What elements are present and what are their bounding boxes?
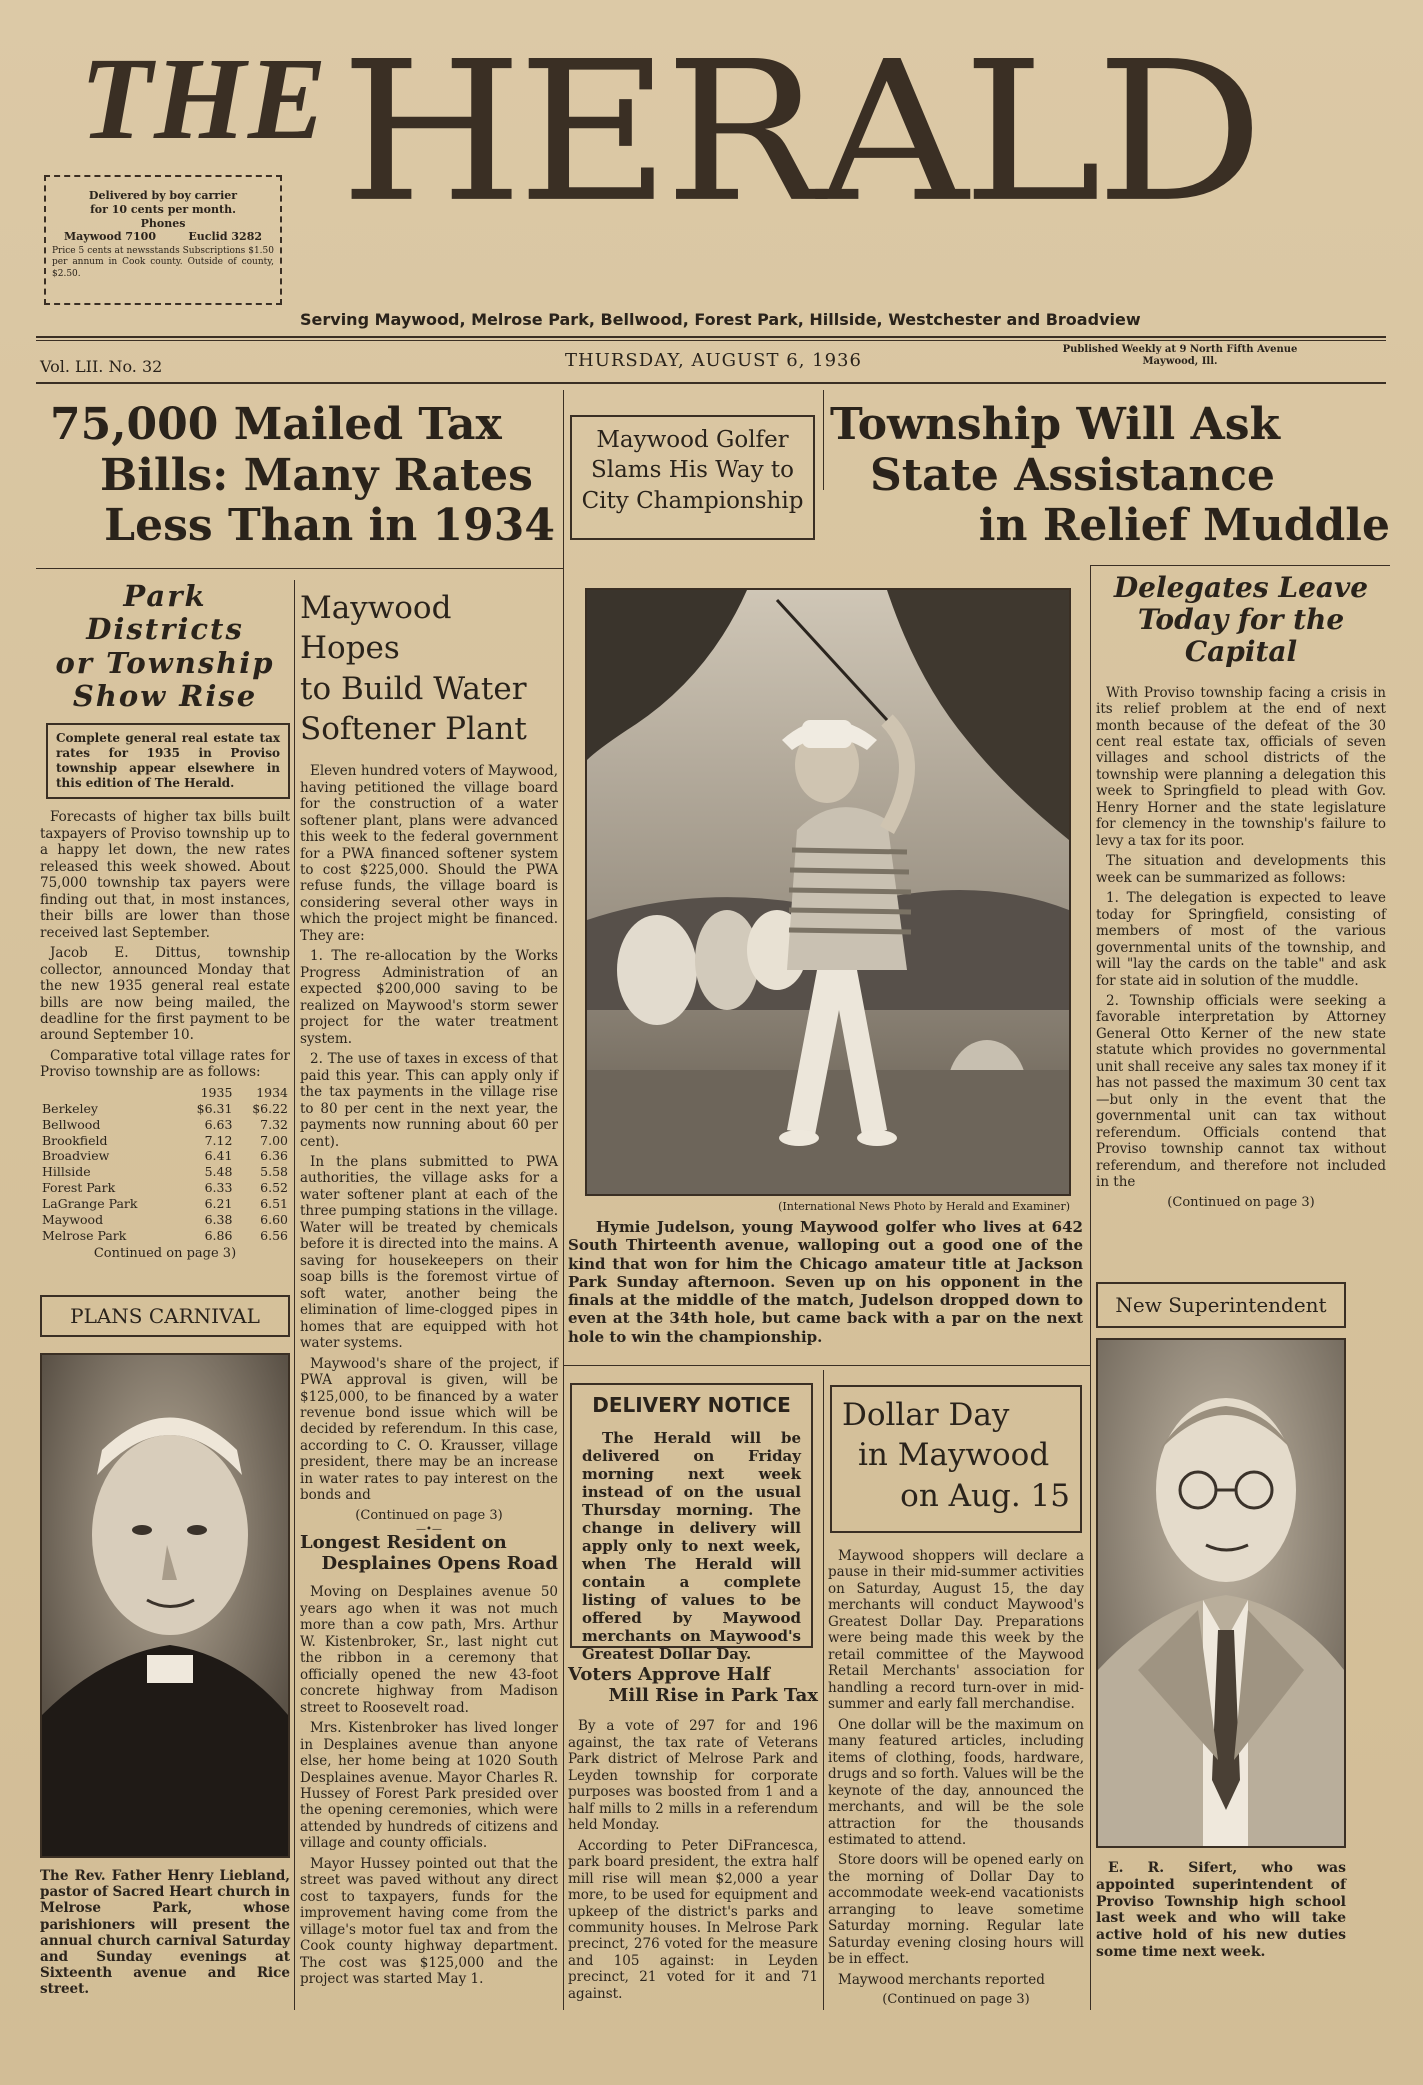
golfer-headline-line: Slams His Way to bbox=[590, 457, 795, 484]
resident-paragraph: Mayor Hussey pointed out that the street was paved without any direct cost to taxpayers, funds for the improvement having come from the village's motor fuel tax and from the Cook county highway department. The cost was $125,000 and the project was started May 1. bbox=[300, 1855, 558, 1988]
headline-rule bbox=[36, 568, 563, 569]
rates-place: Bellwood bbox=[42, 1116, 101, 1132]
publication-city: Maywood, Ill. bbox=[1142, 356, 1218, 367]
rates-1935: $6.31 bbox=[196, 1100, 233, 1116]
water-paragraph: 2. The use of taxes in excess of that paid this year. This can apply only if the tax payments in the village rise to 80 per cent in the next year, the payments now running about 60 per cent). bbox=[300, 1051, 558, 1150]
rates-1934: $6.22 bbox=[252, 1100, 288, 1116]
tax-subhead-line: Show Rise bbox=[72, 679, 258, 714]
delivery-notice-box bbox=[570, 1383, 813, 1663]
rates-row bbox=[40, 1117, 290, 1133]
dollar-headline-line: in Maywood bbox=[858, 1437, 1050, 1474]
headline-rule bbox=[1090, 565, 1390, 566]
resident-column bbox=[300, 1533, 558, 1992]
delivery-info-box bbox=[44, 175, 282, 305]
relief-paragraph: 2. Township officials were seeking a favorable interpretation by Attorney General Otto Kerner of the new state statute which provides no governmental unit shall receive any sales tax money if it has not passed the maximum 30 cent tax—but only in the event that the governmental unit can tax without referendum. Officials contend that Proviso township cannot tax without referendum, and therefore not included in the bbox=[1096, 993, 1386, 1191]
rates-row bbox=[40, 1164, 290, 1180]
rates-1934: 7.00 bbox=[260, 1132, 288, 1148]
rates-row bbox=[40, 1133, 290, 1149]
rates-place: Melrose Park bbox=[42, 1227, 127, 1243]
rates-header-row bbox=[40, 1085, 290, 1101]
column-rule bbox=[823, 1370, 824, 2010]
park-headline bbox=[568, 1665, 818, 1706]
tax-paragraph: Comparative total village rates for Proviso township are as follows: bbox=[40, 1047, 290, 1081]
superintendent-caption: E. R. Sifert, who was appointed superintendent of Proviso Township high school last week and who will take active hold of his new duties some time next week. bbox=[1096, 1860, 1346, 1960]
water-headline bbox=[300, 588, 558, 749]
rates-1935: 6.38 bbox=[204, 1211, 233, 1227]
rates-place: Maywood bbox=[42, 1211, 104, 1227]
relief-paragraph: The situation and developments this week can be summarized as follows: bbox=[1096, 853, 1386, 886]
phones-label: Phones bbox=[140, 216, 186, 230]
rates-year-header: 1935 bbox=[200, 1084, 233, 1100]
relief-paragraph: 1. The delegation is expected to leave today for Springfield, consisting of members of most of the various governmental units of the township, and will "lay the cards on the table" and ask for state aid in solution of the muddle. bbox=[1096, 890, 1386, 989]
serving-line: Serving Maywood, Melrose Park, Bellwood, Forest Park, Hillside, Westchester and Broadview bbox=[300, 310, 1141, 329]
relief-subhead-line: Delegates Leave bbox=[1113, 571, 1369, 604]
tax-subhead bbox=[40, 580, 290, 713]
tax-headline-line: Less Than in 1934 bbox=[104, 500, 555, 552]
relief-subhead-line: Today for the bbox=[1137, 603, 1345, 637]
rates-1935: 6.86 bbox=[204, 1227, 233, 1243]
priest-photo bbox=[40, 1353, 290, 1858]
phones-row bbox=[52, 230, 274, 244]
rates-place: LaGrange Park bbox=[42, 1196, 138, 1211]
water-paragraph: 1. The re-allocation by the Works Progress Administration of an expected $200,000 saving to be realized on Maywood's storm sewer project for the water treatment system. bbox=[300, 948, 558, 1047]
relief-column bbox=[1096, 572, 1386, 1212]
delivery-notice-title: DELIVERY NOTICE bbox=[592, 1393, 791, 1417]
tax-headline-line: Bills: Many Rates bbox=[100, 449, 533, 501]
publication-address: Published Weekly at 9 North Fifth Avenue bbox=[1062, 344, 1298, 355]
rates-row bbox=[40, 1180, 290, 1196]
water-paragraph: In the plans submitted to PWA authorities, the village asks for a water softener plant at each of the three pumping stations in the village. Water will be treated by chemicals before it is directed into the mains. A saving for housekeepers on their soap bills is the foremost virtue of soft water, another being the elimination of lime-clogged pipes in homes that are equipped with hot water systems. bbox=[300, 1153, 558, 1352]
park-headline-line: Mill Rise in Park Tax bbox=[608, 1684, 818, 1706]
relief-headline-line: Township Will Ask bbox=[830, 399, 1280, 450]
divider-dash: —•— bbox=[416, 1523, 442, 1535]
rates-1935: 5.48 bbox=[204, 1164, 233, 1180]
relief-subhead-line: Capital bbox=[1184, 635, 1298, 669]
water-paragraph: Eleven hundred voters of Maywood, having petitioned the village board for the construction of a water softener plant, plans were advanced this week to the federal government for a PWA financed softener system to cost $225,000. Should the PWA refuse funds, the village board is considering several other ways in which the project might be financed. They are: bbox=[300, 763, 558, 944]
relief-paragraph: With Proviso township facing a crisis in its relief problem at the end of next month because of the defeat of the 30 cent real estate tax, officials of seven villages and school districts of the township were planning a delegation this week to Springfield to plead with Gov. Henry Horner and the state legislature for clemency in the township's failure to levy a tax for its poor. bbox=[1096, 684, 1386, 849]
tax-rates-table bbox=[40, 1085, 290, 1244]
golfer-headline-box bbox=[570, 415, 815, 540]
rates-place: Brookfield bbox=[42, 1132, 108, 1148]
dollar-column bbox=[828, 1548, 1084, 2009]
rates-1934: 6.56 bbox=[260, 1227, 288, 1243]
delivery-notice-body: The Herald will be delivered on Friday morning next week instead of on the usual Thursday morning. The change in delivery will apply only to next week, when The Herald will contain a complete listing of values to be offered by Maywood merchants on Maywood's Greatest Dollar Day. bbox=[582, 1429, 801, 1663]
masthead-rule bbox=[36, 336, 1386, 338]
golfer-image bbox=[587, 590, 1069, 1194]
rates-place: Berkeley bbox=[42, 1100, 98, 1116]
carnival-caption: The Rev. Father Henry Liebland, pastor of Sacred Heart church in Melrose Park, whose parishioners will present the annual church carnival Saturday and Sunday evenings at Sixteenth avenue and Rice street. bbox=[40, 1868, 290, 1998]
golfer-photo bbox=[585, 588, 1071, 1196]
rates-place: Forest Park bbox=[42, 1180, 116, 1196]
dollar-paragraph: Maywood shoppers will declare a pause in their mid-summer activities on Saturday, August 15, the day merchants will conduct Maywood's Greatest Dollar Day. Preparations were being made this week by the retail committee of the Maywood Retail Merchants' association for handling a record turn-over in mid-summer and early fall merchandise. bbox=[828, 1548, 1084, 1713]
relief-subhead bbox=[1096, 572, 1386, 669]
park-paragraph: According to Peter DiFrancesca, park board president, the extra half mill rise will mean $2,000 a year more, to be used for equipment and upkeep of the district's parks and community houses. In Melrose Park precinct, 276 voted for the measure and 105 against: in Leyden precinct, 21 voted for it and 71 against. bbox=[568, 1837, 818, 2002]
relief-continued: (Continued on page 3) bbox=[1167, 1194, 1315, 1210]
phone-euclid: Euclid 3282 bbox=[188, 230, 262, 244]
rates-1935: 7.12 bbox=[204, 1132, 233, 1148]
masthead-title: HERALD bbox=[340, 19, 1259, 245]
golfer-caption: Hymie Judelson, young Maywood golfer who lives at 642 South Thirteenth avenue, walloping out a good one of the kind that won for him the Chicago amateur title at Jackson Park Sunday afternoon. Seven up on his opponent in the finals at the middle of the match, Judelson dropped down to even at the 34th hole, but came back with a par on the next hole to win the championship. bbox=[568, 1218, 1083, 1346]
volume-number: Vol. LII. No. 32 bbox=[40, 357, 163, 376]
tax-paragraph: Forecasts of higher tax bills built taxpayers of Proviso township up to a happy let down, the new rates released this week showed. About 75,000 township tax payers were finding out that, in most instances, their bills are lower than those received last September. bbox=[40, 809, 290, 941]
water-headline-line: to Build Water bbox=[300, 670, 527, 707]
dollar-day-headline-box bbox=[830, 1385, 1082, 1533]
delivery-line: Delivered by boy carrier bbox=[88, 189, 238, 202]
rates-1935: 6.63 bbox=[204, 1116, 233, 1132]
column-rule bbox=[563, 390, 564, 2010]
water-headline-line: Softener Plant bbox=[300, 710, 527, 747]
masthead-the: THE bbox=[80, 33, 329, 164]
rates-row bbox=[40, 1196, 290, 1212]
rates-row bbox=[40, 1101, 290, 1117]
water-column bbox=[300, 588, 558, 1535]
price-note: Price 5 cents at newsstands Subscriptions $1.50 per annum in Cook county. Outside of county, $2.50. bbox=[52, 246, 274, 279]
column-rule bbox=[823, 390, 824, 490]
water-headline-line: Maywood Hopes bbox=[300, 590, 452, 667]
issue-date: THURSDAY, AUGUST 6, 1936 bbox=[565, 350, 862, 371]
rates-1934: 5.58 bbox=[260, 1164, 288, 1180]
tax-subhead-line: or Township bbox=[55, 645, 275, 680]
rates-row bbox=[40, 1148, 290, 1164]
dollar-headline-line: on Aug. 15 bbox=[900, 1477, 1070, 1514]
delivery-line: for 10 cents per month. bbox=[90, 202, 236, 216]
rates-1934: 6.60 bbox=[260, 1211, 288, 1227]
phone-maywood: Maywood 7100 bbox=[64, 230, 156, 244]
dollar-paragraph: Maywood merchants reported bbox=[838, 1971, 1045, 1988]
resident-paragraph: Moving on Desplaines avenue 50 years ago when it was not much more than a cow path, Mrs. Arthur W. Kistenbroker, Sr., last night cut the ribbon in a ceremony that officially opened the new 43-foot concrete highway from Madison street to Roosevelt road. bbox=[300, 1584, 558, 1716]
rates-1934: 7.32 bbox=[260, 1116, 288, 1132]
golfer-headline-line: City Championship bbox=[581, 487, 804, 514]
rates-1935: 6.41 bbox=[204, 1148, 233, 1164]
rates-year-header: 1934 bbox=[256, 1084, 288, 1100]
resident-paragraph: Mrs. Kistenbroker has lived longer in Desplaines avenue than anyone else, her home being at 1020 South Desplaines avenue. Mayor Charles R. Hussey of Forest Park presided over the opening ceremonies, which were attended by hundreds of citizens and village and county officials. bbox=[300, 1720, 558, 1852]
water-continued: (Continued on page 3) bbox=[355, 1507, 503, 1523]
dateline-rule bbox=[36, 382, 1386, 384]
priest-portrait-image bbox=[42, 1355, 288, 1856]
tax-continued: Continued on page 3) bbox=[93, 1245, 237, 1261]
column-rule bbox=[294, 580, 295, 2010]
tax-headline bbox=[40, 400, 555, 552]
dollar-headline-line: Dollar Day bbox=[842, 1397, 1010, 1433]
park-column bbox=[568, 1665, 818, 2006]
tax-headline-line: 75,000 Mailed Tax bbox=[50, 399, 502, 450]
park-paragraph: By a vote of 297 for and 196 against, the tax rate of Veterans Park district of Melrose Park and Leyden township for corporate purposes was boosted from 1 and a half mills to 2 mills in a referendum held Monday. bbox=[568, 1718, 818, 1834]
carnival-label: PLANS CARNIVAL bbox=[40, 1295, 290, 1337]
water-paragraph: Maywood's share of the project, if PWA approval is given, will be $125,000, to be financed by a water revenue bond issue which will be decided by referendum. In this case, according to C. O. Krausser, village president, there may be an increase in water rates to pay interest on the bonds and bbox=[300, 1355, 558, 1504]
rates-1934: 6.36 bbox=[260, 1148, 288, 1164]
dollar-paragraph: Store doors will be opened early on the morning of Dollar Day to accommodate week-end vacationists arranging to leave sometime Saturday morning. Regular late Saturday evening closing hours will be in effect. bbox=[828, 1852, 1084, 1968]
publication-info bbox=[1040, 344, 1320, 368]
dollar-continued: (Continued on page 3) bbox=[882, 1992, 1030, 2008]
relief-headline bbox=[830, 400, 1390, 552]
rates-place: Hillside bbox=[42, 1164, 91, 1180]
golfer-headline-line: Maywood Golfer bbox=[596, 427, 789, 453]
relief-headline-line: in Relief Muddle bbox=[978, 500, 1390, 552]
relief-headline-line: State Assistance bbox=[870, 449, 1276, 501]
tax-column bbox=[40, 580, 290, 1263]
resident-headline-line: Desplaines Opens Road bbox=[321, 1552, 558, 1574]
tax-paragraph: Jacob E. Dittus, township collector, announced Monday that the new 1935 general real estate bills are now being mailed, the deadline for the first payment to be around September 10. bbox=[40, 945, 290, 1044]
rates-row bbox=[40, 1228, 290, 1244]
rates-place: Broadview bbox=[42, 1148, 110, 1164]
park-headline-line: Voters Approve Half bbox=[568, 1664, 771, 1685]
resident-headline bbox=[300, 1533, 558, 1574]
tax-subhead-line: Park Districts bbox=[86, 579, 244, 647]
dollar-paragraph: One dollar will be the maximum on many featured articles, including items of clothing, foods, hardware, drugs and so forth. Values will be the keynote of the day, announced the merchants, and will be the sole attraction for the thousands estimated to attend. bbox=[828, 1716, 1084, 1848]
section-rule bbox=[563, 1365, 1090, 1366]
rates-row bbox=[40, 1212, 290, 1228]
column-rule bbox=[1090, 565, 1091, 2010]
superintendent-label: New Superintendent bbox=[1096, 1282, 1346, 1328]
rates-1934: 6.51 bbox=[260, 1196, 288, 1211]
tax-note-box: Complete general real estate tax rates for 1935 in Proviso township appear elsewhere in this edition of The Herald. bbox=[46, 723, 290, 799]
rates-1934: 6.52 bbox=[260, 1180, 288, 1196]
resident-headline-line: Longest Resident on bbox=[300, 1532, 507, 1553]
superintendent-photo bbox=[1096, 1338, 1346, 1848]
golfer-photo-credit: (International News Photo by Herald and Examiner) bbox=[778, 1200, 1070, 1213]
masthead-rule bbox=[36, 340, 1386, 341]
rates-1935: 6.21 bbox=[204, 1196, 233, 1211]
superintendent-portrait-image bbox=[1098, 1340, 1344, 1846]
rates-1935: 6.33 bbox=[204, 1180, 233, 1196]
